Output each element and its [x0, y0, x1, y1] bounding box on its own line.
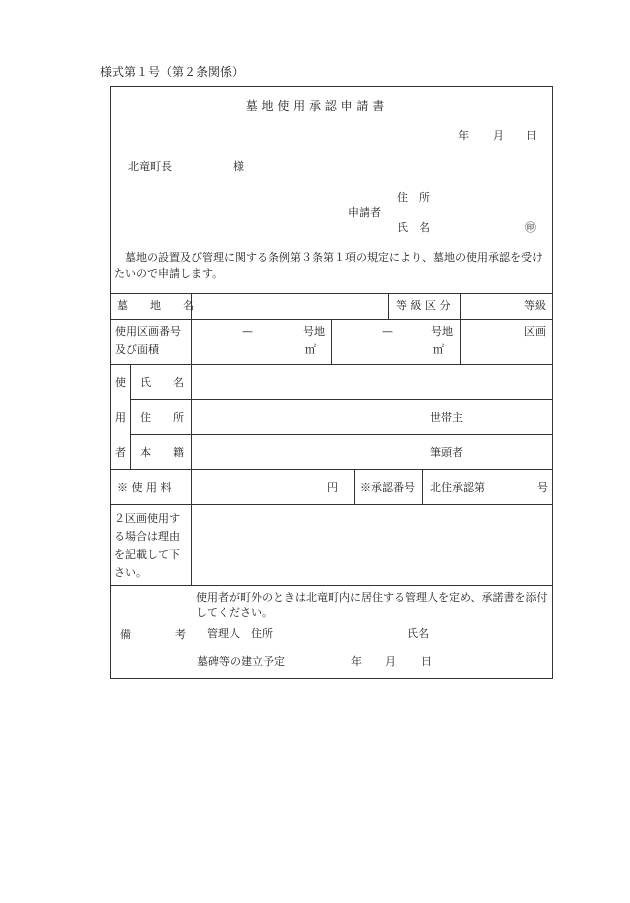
user-name-label: 氏 名 [140, 376, 184, 389]
cemetery-name-label: 墓 地 名 [117, 299, 194, 312]
approval-number-suffix: 号 [537, 481, 548, 494]
applicant-name-label: 氏 名 [397, 221, 430, 234]
plot-label-line1: 使用区画番号 [115, 325, 181, 338]
grade-unit[interactable]: 等級 [524, 299, 546, 312]
user-address-label: 住 所 [140, 411, 184, 424]
plot1-area-unit[interactable]: ㎡ [305, 343, 316, 356]
manager-address-label[interactable]: 管理人 住所 [207, 627, 273, 640]
date-day[interactable]: 日 [526, 129, 537, 142]
grade-label: 等 級 区 分 [396, 299, 451, 312]
honseki-label: 本 籍 [140, 446, 184, 459]
manager-name-label[interactable]: 氏名 [407, 627, 429, 640]
divider [422, 469, 423, 504]
fee-yen[interactable]: 円 [327, 481, 338, 494]
two-plots-reason-field[interactable] [192, 505, 552, 584]
plot2-dash[interactable]: — [382, 325, 393, 338]
addressee-sama: 様 [233, 160, 244, 173]
form-number: 様式第１号（第２条関係） [100, 65, 245, 79]
monument-day[interactable]: 日 [421, 655, 432, 668]
user-group-char-1: 使 [115, 376, 126, 389]
statement-text: 墓地の設置及び管理に関する条例第３条第１項の規定により、墓地の使用承認を受けたいので申請します。 [114, 251, 543, 280]
cemetery-name-field[interactable] [192, 294, 387, 318]
user-group-char-3: 者 [115, 446, 126, 459]
plot-label-line2: 及び面積 [115, 343, 159, 356]
monument-month[interactable]: 月 [385, 655, 396, 668]
fee-label: ※ 使 用 料 [117, 481, 172, 494]
plot2-area-unit[interactable]: ㎡ [433, 343, 444, 356]
remarks-note: 使用者が町外のときは北竜町内に居住する管理人を定め、承諾書を添付してください。 [196, 591, 548, 619]
addressee-mayor: 北竜町長 [128, 160, 172, 173]
user-group-char-2: 用 [115, 411, 126, 424]
remarks-label: 備 考 [120, 628, 186, 641]
user-name-field[interactable] [192, 365, 552, 398]
plot2-gouchi: 号地 [431, 325, 453, 338]
approval-number-prefix[interactable]: 北住承認第 [430, 481, 485, 494]
monument-year[interactable]: 年 [351, 655, 362, 668]
divider [110, 469, 553, 470]
applicant-address-label: 住 所 [397, 191, 430, 204]
approval-number-label: ※承認番号 [360, 481, 415, 494]
divider [110, 585, 553, 586]
divider [354, 469, 355, 504]
monument-plan-label: 墓碑等の建立予定 [197, 655, 285, 668]
plot1-gouchi: 号地 [303, 325, 325, 338]
plot-kukaku[interactable]: 区画 [524, 325, 546, 338]
two-plots-reason-label: ２区画使用する場合は理由を記載して下さい。 [114, 512, 180, 579]
divider [460, 293, 461, 364]
plot1-dash[interactable]: — [242, 325, 253, 338]
household-head-label[interactable]: 世帯主 [430, 411, 463, 424]
divider [130, 399, 553, 400]
divider [130, 434, 553, 435]
applicant-label: 申請者 [348, 206, 381, 219]
form-title: 墓 地 使 用 承 認 申 請 書 [245, 99, 385, 113]
divider [130, 364, 131, 469]
hittousha-label[interactable]: 筆頭者 [430, 446, 463, 459]
seal-mark: ㊞ [525, 221, 536, 234]
divider [331, 319, 332, 364]
date-year[interactable]: 年 [458, 129, 469, 142]
date-month[interactable]: 月 [493, 129, 504, 142]
divider [388, 293, 389, 319]
